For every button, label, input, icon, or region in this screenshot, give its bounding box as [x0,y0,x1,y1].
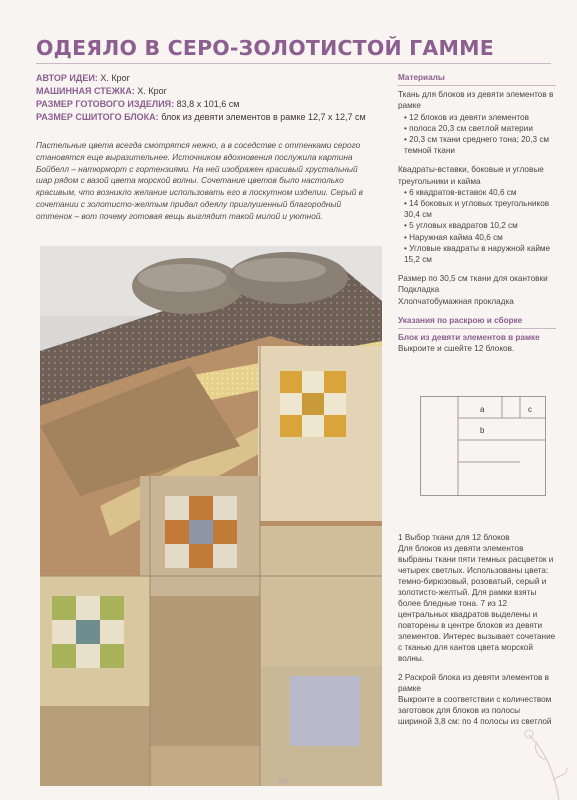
materials-border-heading: Квадраты-вставки, боковые и угловые треугольники и кайма [398,165,544,186]
step2-title: 2 Раскрой блока из девяти элементов в рамке [398,673,549,693]
credit-block-size [36,111,391,124]
instructions-lead: Выкроите и сшейте 12 блоков. [398,344,515,354]
materials-block-heading: Ткань для блоков из девяти элементов в рамке [398,90,554,111]
instructions-subheading: Блок из девяти элементов в рамке [398,333,540,343]
spacer [398,307,556,315]
list-item: • 6 квадратов-вставок 40,6 см [404,187,517,197]
step1-text: Для блоков из девяти элементов выбраны ткани пяти темных расцветок и четырех светлых. Использованы цвета: темно-бирюзовый, розоватый, серый и золотисто-желтый. Для рамки взяты более бледные тона. 7 из 12 центральных квадратов выделены и повторены в центре блоков из девяти элементов. Интерес вызывает сочетание с тканью для кантов цвета морской волны. [398,544,556,663]
credit-label: МАШИННАЯ СТЕЖКА: [36,86,135,96]
list-item: • 20,3 см ткани среднего тона; 20,3 см темной ткани [404,135,550,156]
list-item: • 14 боковых и угловых треугольников 30,4 см [404,199,550,220]
list-item: • Наружная кайма 40,6 см [404,232,503,242]
credit-label: РАЗМЕР ГОТОВОГО ИЗДЕЛИЯ: [36,99,175,109]
spacer [398,156,556,164]
credit-author [36,72,391,85]
instructions-heading: Указания по раскрою и сборке [398,315,523,325]
step1-title: 1 Выбор ткани для 12 блоков [398,533,510,542]
credit-value: блок из девяти элементов в рамке 12,7 х 12,7 см [161,112,366,122]
spacer [398,265,556,273]
materials-batting: Подкладка [398,285,440,295]
spacer [398,664,556,672]
diagram-label-b: b [480,426,485,435]
page-number: 26 [278,776,289,786]
materials-thread: Хлопчатобумажная прокладка [398,296,514,306]
credits-block [36,72,391,124]
materials-panel [398,72,556,354]
title-divider [36,63,551,64]
diagram-label-a: a [480,405,485,414]
page-title: ОДЕЯЛО В СЕРО-ЗОЛОТИСТОЙ ГАММЕ [36,36,494,60]
credit-label: АВТОР ИДЕИ: [36,73,98,83]
quilt-photo-illustration [40,246,382,786]
block-diagram [420,396,546,496]
list-item: • 12 блоков из девяти элементов [404,112,529,122]
list-item: • 5 угловых квадратов 10,2 см [404,221,518,231]
credit-value: Х. Крог [100,73,130,83]
materials-heading: Материалы [398,73,445,82]
list-item: • полоса 20,3 см светлой материи [404,123,533,133]
intro-paragraph: Пастельные цвета всегда смотрятся нежно, а в соседстве с оттенками серого становятся еще выразительнее. Источником вдохновения послужила картина Бойбелл – натюрморт с гортензиями. На ней изображен красивый хрустальный шар рядом с вазой цвета морской волны. Сочетание цветов было настолько красивым, что возникло желание использовать его в лоскутном изделии. Серый в сочетании с золотисто-желтым придал одеялу приглушенный благородный оттенок – вот почему готовая вещь выглядит такой милой и уютной. [36,140,364,221]
diagram-label-c: c [528,405,532,414]
materials-binding: Размер по 30,5 см ткани для окантовки [398,274,548,284]
credit-value: 83,8 х 101,6 см [176,99,240,109]
credit-value: Х. Крог [137,86,167,96]
credit-label: РАЗМЕР СШИТОГО БЛОКА: [36,112,159,122]
materials-divider [398,85,556,86]
step2-text: Выкроите в соответствии с количеством заготовок для блоков из полосы шириной 3,8 см: по 4 полосы из светлой [398,695,552,726]
instructions-divider [398,328,556,329]
credit-quilting [36,85,391,98]
quilt-photo [40,246,382,786]
floral-ornament-icon [509,690,569,800]
list-item: • Угловые квадраты в наружной кайме 15,2 см [404,243,551,265]
credit-finished-size [36,98,391,111]
